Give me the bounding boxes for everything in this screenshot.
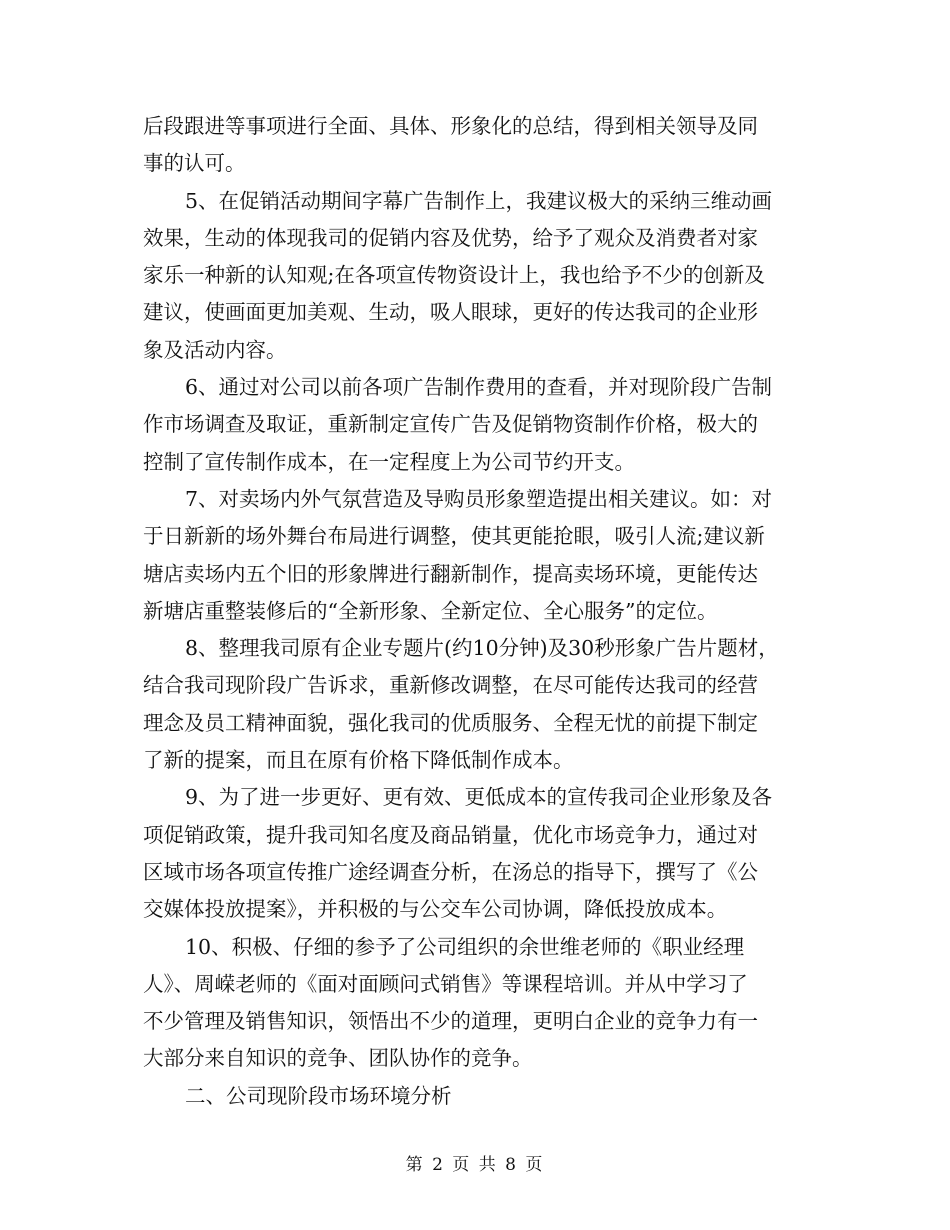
- paragraph-line: 后段跟进等事项进行全面、具体、形象化的总结，得到相关领导及同: [143, 114, 758, 138]
- paragraph-line: 结合我司现阶段广告诉求，重新修改调整，在尽可能传达我司的经营: [143, 673, 758, 698]
- paragraph-line: 效果，生动的体现我司的促销内容及优势，给予了观众及消费者对家: [143, 225, 758, 250]
- paragraph-line: 人》、周嵘老师的《面对面顾问式销售》等课程培训。并从中学习了: [143, 971, 748, 996]
- paragraph-line: 区域市场各项宣传推广途经调查分析，在汤总的指导下，撰写了《公: [143, 859, 758, 884]
- paragraph-line: 不少管理及销售知识，领悟出不少的道理，更明白企业的竞争力有一: [143, 1009, 758, 1034]
- paragraph-line: 交媒体投放提案》，并积极的与公交车公司协调，降低投放成本。: [143, 897, 728, 922]
- paragraph-first-line: 6、通过对公司以前各项广告制作费用的查看，并对现阶段广告制: [185, 375, 773, 400]
- page-number-footer: 第 2 页 共 8 页: [405, 1155, 545, 1175]
- paragraph-line: 塘店卖场内五个旧的形象牌进行翻新制作，提高卖场环境，更能传达: [143, 561, 758, 586]
- paragraph-line: 建议，使画面更加美观、生动，吸人眼球，更好的传达我司的企业形: [143, 300, 758, 325]
- paragraph-first-line: 二、公司现阶段市场环境分析: [185, 1083, 452, 1108]
- paragraph-line: 事的认可。: [143, 151, 246, 176]
- paragraph-line: 大部分来自知识的竞争、团队协作的竞争。: [143, 1046, 533, 1071]
- paragraph-line: 作市场调查及取证，重新制定宣传广告及促销物资制作价格，极大的: [143, 412, 758, 437]
- paragraph-line: 控制了宣传制作成本，在一定程度上为公司节约开支。: [143, 449, 635, 474]
- paragraph-line: 家乐一种新的认知观;在各项宣传物资设计上，我也给予不少的创新及: [143, 263, 765, 288]
- document-body: [143, 108, 815, 1115]
- paragraph-line: 于日新新的场外舞台布局进行调整，使其更能抢眼，吸引人流;建议新: [143, 524, 765, 549]
- paragraph-first-line: 9、为了进一步更好、更有效、更低成本的宣传我司企业形象及各: [185, 785, 773, 810]
- paragraph-line: 项促销政策，提升我司知名度及商品销量，优化市场竞争力，通过对: [143, 822, 758, 847]
- paragraph-line: 了新的提案，而且在原有价格下降低制作成本。: [143, 748, 574, 773]
- paragraph-first-line: 7、对卖场内外气氛营造及导购员形象塑造提出相关建议。如：对: [185, 486, 773, 511]
- paragraph-first-line: 10、积极、仔细的参予了公司组织的余世维老师的《职业经理: [185, 934, 745, 959]
- paragraph-first-line: 5、在促销活动期间字幕广告制作上，我建议极大的采纳三维动画: [185, 188, 773, 213]
- paragraph-first-line: 8、整理我司原有企业专题片(约10分钟)及30秒形象广告片题材，: [185, 636, 779, 661]
- paragraph-line: 象及活动内容。: [143, 337, 287, 362]
- paragraph-line: 新塘店重整装修后的“全新形象、全新定位、全心服务”的定位。: [143, 598, 718, 623]
- paragraph-line: 理念及员工精神面貌，强化我司的优质服务、全程无忧的前提下制定: [143, 710, 758, 735]
